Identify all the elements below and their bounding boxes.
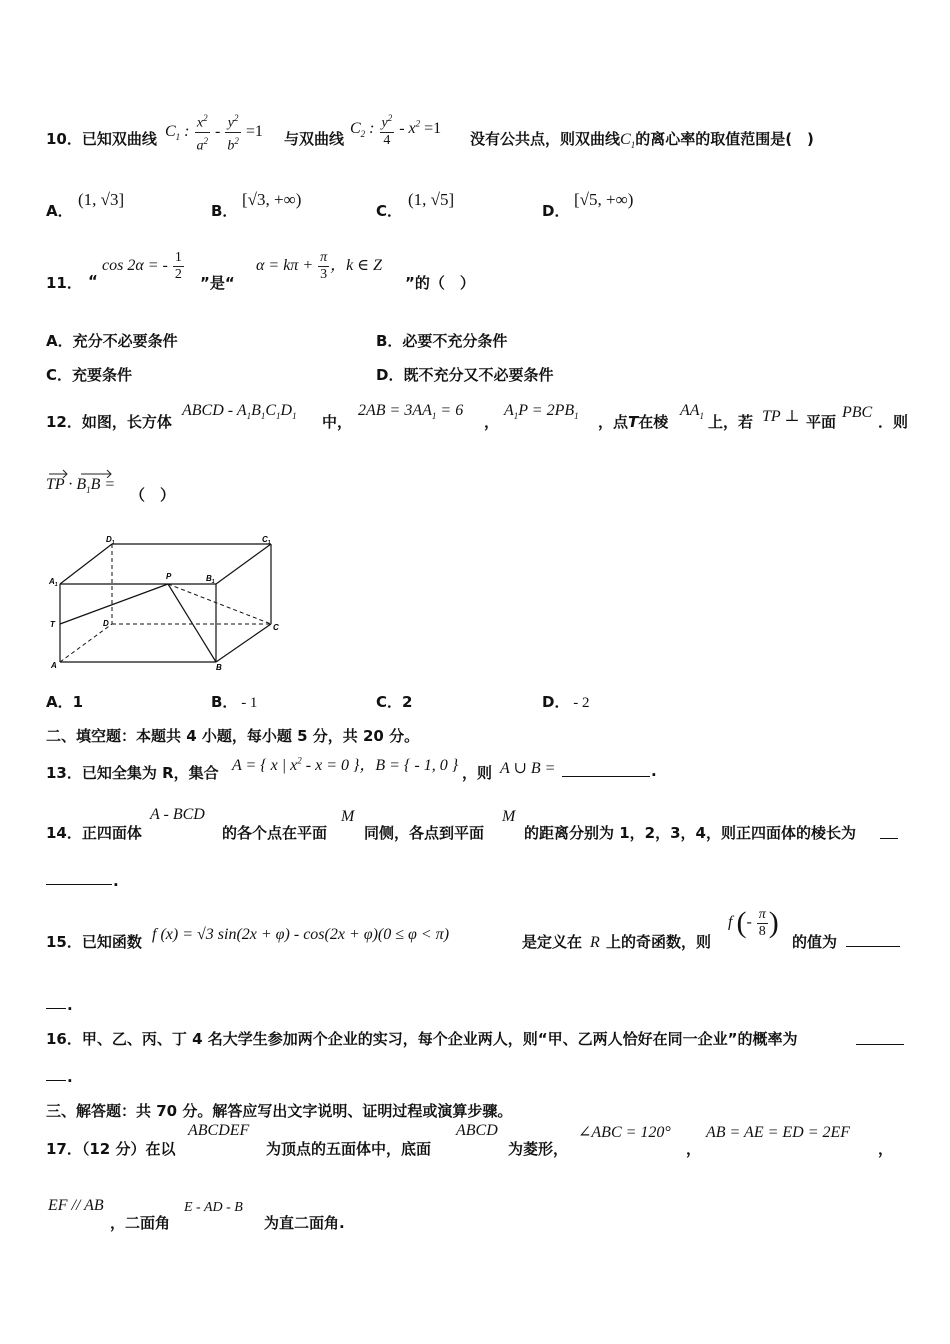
q16-answer-blank-2[interactable] — [46, 1080, 66, 1081]
q10-option-a[interactable]: A． — [46, 202, 73, 220]
edge-bc — [216, 624, 271, 662]
q16-end: . — [67, 1068, 73, 1086]
q15-text1: 是定义在 — [522, 933, 583, 951]
q10-hyperbola-c1: $C_1$ : $\frac{x^2}{a^2}$ - $\frac{y^2}{b^2}$ =1 — [165, 110, 263, 154]
q17-text1: 为顶点的五面体中，底面 — [266, 1140, 432, 1158]
q11-option-b[interactable]: B．必要不充分条件 — [376, 332, 508, 350]
hidden-segment-pc — [168, 584, 271, 624]
q14-answer-blank-2[interactable] — [46, 884, 112, 885]
q12-cuboid-figure — [46, 534, 286, 674]
q10-option-b-math: [√3, +∞) — [242, 190, 302, 209]
label-a1: $A_1$ — [49, 577, 58, 588]
q15-text3: 的值为 — [792, 933, 838, 951]
q16-stem: 16．甲、乙、丙、丁 4 名大学生参加两个企业的实习，每个企业两人，则“甲、乙两人恰好在同一企业”的概率为 — [46, 1030, 798, 1048]
q10-option-c-math: (1, √5] — [408, 190, 455, 209]
q13-stem: 13．已知全集为 R，集合 — [46, 764, 219, 782]
label-a: A — [51, 661, 57, 670]
q11-open-quote: “ — [88, 272, 98, 290]
q17-parallel: EF // AB — [48, 1197, 104, 1214]
q12-edge-aa1: $AA_1$ — [680, 402, 705, 422]
q14-plane-m1: M — [341, 808, 355, 825]
label-d1: $D_1$ — [106, 535, 115, 546]
q12-point-t-text: ，点T在棱 — [598, 413, 669, 431]
edge-a1d1 — [60, 544, 112, 584]
q12-option-d[interactable]: D． - 2 — [542, 693, 590, 711]
q17-comma2: ， — [878, 1140, 894, 1158]
label-c: C — [273, 623, 279, 632]
q15-f-value: f (- $\frac{\pi}{8}$ ) — [728, 906, 779, 939]
q12-vector-arrows — [47, 466, 117, 478]
q12-vector-product: TP · $B_1B$ = — [46, 476, 116, 496]
q14-answer-blank-1[interactable] — [880, 838, 898, 839]
q10-number: 10．已知双曲线 — [46, 130, 157, 148]
q12-ze: ．则 — [878, 413, 909, 431]
q10-option-d[interactable]: D． — [542, 202, 570, 220]
q13-set-a: A = { x | $x^2 - x = 0$ }，B = { - 1, 0 } — [232, 755, 459, 774]
label-p: P — [166, 572, 172, 581]
edge-b1c1 — [216, 544, 271, 584]
q11-number: 11． — [46, 274, 82, 292]
hidden-edge-ad — [60, 624, 112, 662]
q10-option-a-math: (1, √3] — [78, 190, 125, 209]
q11-option-a[interactable]: A．充分不必要条件 — [46, 332, 178, 350]
label-d: D — [103, 619, 109, 628]
q10-hyperbola-c2: $C_2$ : $\frac{y^2}{4}$ - $x^2 =1$ — [350, 110, 441, 149]
label-c1: $C_1$ — [262, 535, 271, 546]
q15-stem: 15．已知函数 — [46, 933, 142, 951]
q17-angle: ∠ABC = 120° — [578, 1124, 671, 1141]
q17-equal-sides: AB = AE = ED = 2EF — [706, 1124, 851, 1141]
q12-option-a[interactable]: A．1 — [46, 693, 84, 711]
q12-zhong: 中， — [322, 413, 353, 431]
q11-mid-text: ”是“ — [200, 274, 235, 292]
q13-ze: ，则 — [462, 764, 493, 782]
q10-mid-text: 与双曲线 — [284, 130, 345, 148]
section-2-heading: 二、填空题：本题共 4 小题，每小题 5 分，共 20 分。 — [46, 727, 420, 745]
q14-text1: 的各个点在平面 — [222, 824, 328, 842]
q14-end: . — [113, 872, 119, 890]
q12-plane-pbc: PBC — [842, 404, 873, 421]
q12-point-eq: $A_1P = 2PB_1$ — [504, 402, 579, 422]
q17-stem: 17．（12 分）在以 — [46, 1140, 176, 1158]
section-3-heading: 三、解答题：共 70 分。解答应写出文字说明、证明过程或演算步骤。 — [46, 1102, 513, 1120]
q17-text3: ，二面角 — [110, 1214, 171, 1232]
q12-comma: ， — [484, 413, 500, 431]
q10-stem — [46, 128, 157, 149]
q11-tail: ”的（ ） — [405, 274, 475, 292]
q15-text2: 上的奇函数，则 — [606, 933, 712, 951]
label-t: T — [50, 620, 55, 629]
segment-pb — [168, 584, 216, 662]
q17-comma: ， — [686, 1140, 702, 1158]
q12-stem-start: 12．如图，长方体 — [46, 413, 172, 431]
q17-pentahedron: ABCDEF — [188, 1122, 250, 1139]
q10-option-d-math: [√5, +∞) — [574, 190, 634, 209]
q13-end: . — [651, 762, 657, 780]
q14-stem: 14．正四面体 — [46, 824, 142, 842]
q10-option-c[interactable]: C． — [376, 202, 403, 220]
q15-domain-r: R — [590, 934, 600, 951]
q12-option-b[interactable]: B． - 1 — [211, 693, 258, 711]
q15-answer-blank-2[interactable] — [46, 1008, 66, 1009]
q12-length-eq: $2AB = 3AA_1 = 6$ — [358, 402, 464, 422]
q13-answer-blank[interactable] — [562, 776, 650, 777]
q12-option-c[interactable]: C．2 — [376, 693, 413, 711]
q12-shang: 上，若 — [708, 413, 754, 431]
q12-plane: 平面 — [806, 413, 837, 431]
q11-option-c[interactable]: C．充要条件 — [46, 366, 133, 384]
q17-base: ABCD — [456, 1122, 498, 1139]
q12-box-name: ABCD - $A_1B_1C_1D_1$ — [182, 402, 297, 422]
label-b1: $B_1$ — [206, 574, 215, 585]
segment-tp — [60, 584, 168, 624]
q11-alpha-condition: α = kπ + $\frac{\pi}{3}$ ，k ∈ Z — [256, 250, 382, 282]
q14-plane-m2: M — [502, 808, 516, 825]
q10-text2: 没有公共点，则双曲线$C_1$的离心率的取值范围是( ) — [470, 130, 814, 150]
q10-option-b[interactable]: B． — [211, 202, 238, 220]
label-b: B — [216, 663, 222, 672]
q11-cos-condition: cos 2α = - $\frac{1}{2}$ — [102, 250, 182, 282]
q11-option-d[interactable]: D．既不充分又不必要条件 — [376, 366, 554, 384]
q17-text2: 为菱形， — [508, 1140, 569, 1158]
q12-answer-paren: （ ） — [130, 486, 176, 504]
q14-text2: 同侧，各点到平面 — [364, 824, 485, 842]
q17-text4: 为直二面角. — [264, 1214, 345, 1232]
q14-tetrahedron: A - BCD — [150, 806, 205, 823]
q12-perp: TP ⊥ — [762, 408, 800, 425]
q15-function: f (x) = √3 sin(2x + φ) - cos(2x + φ)(0 ≤ φ < π) — [152, 926, 450, 943]
q13-union: A ∪ B = — [500, 760, 556, 777]
q16-answer-blank-1[interactable] — [856, 1044, 904, 1045]
q15-answer-blank-1[interactable] — [846, 946, 900, 947]
q14-text3: 的距离分别为 1，2，3，4，则正四面体的棱长为 — [524, 824, 856, 842]
q15-end: . — [67, 996, 73, 1014]
q17-dihedral: E - AD - B — [184, 1200, 243, 1215]
